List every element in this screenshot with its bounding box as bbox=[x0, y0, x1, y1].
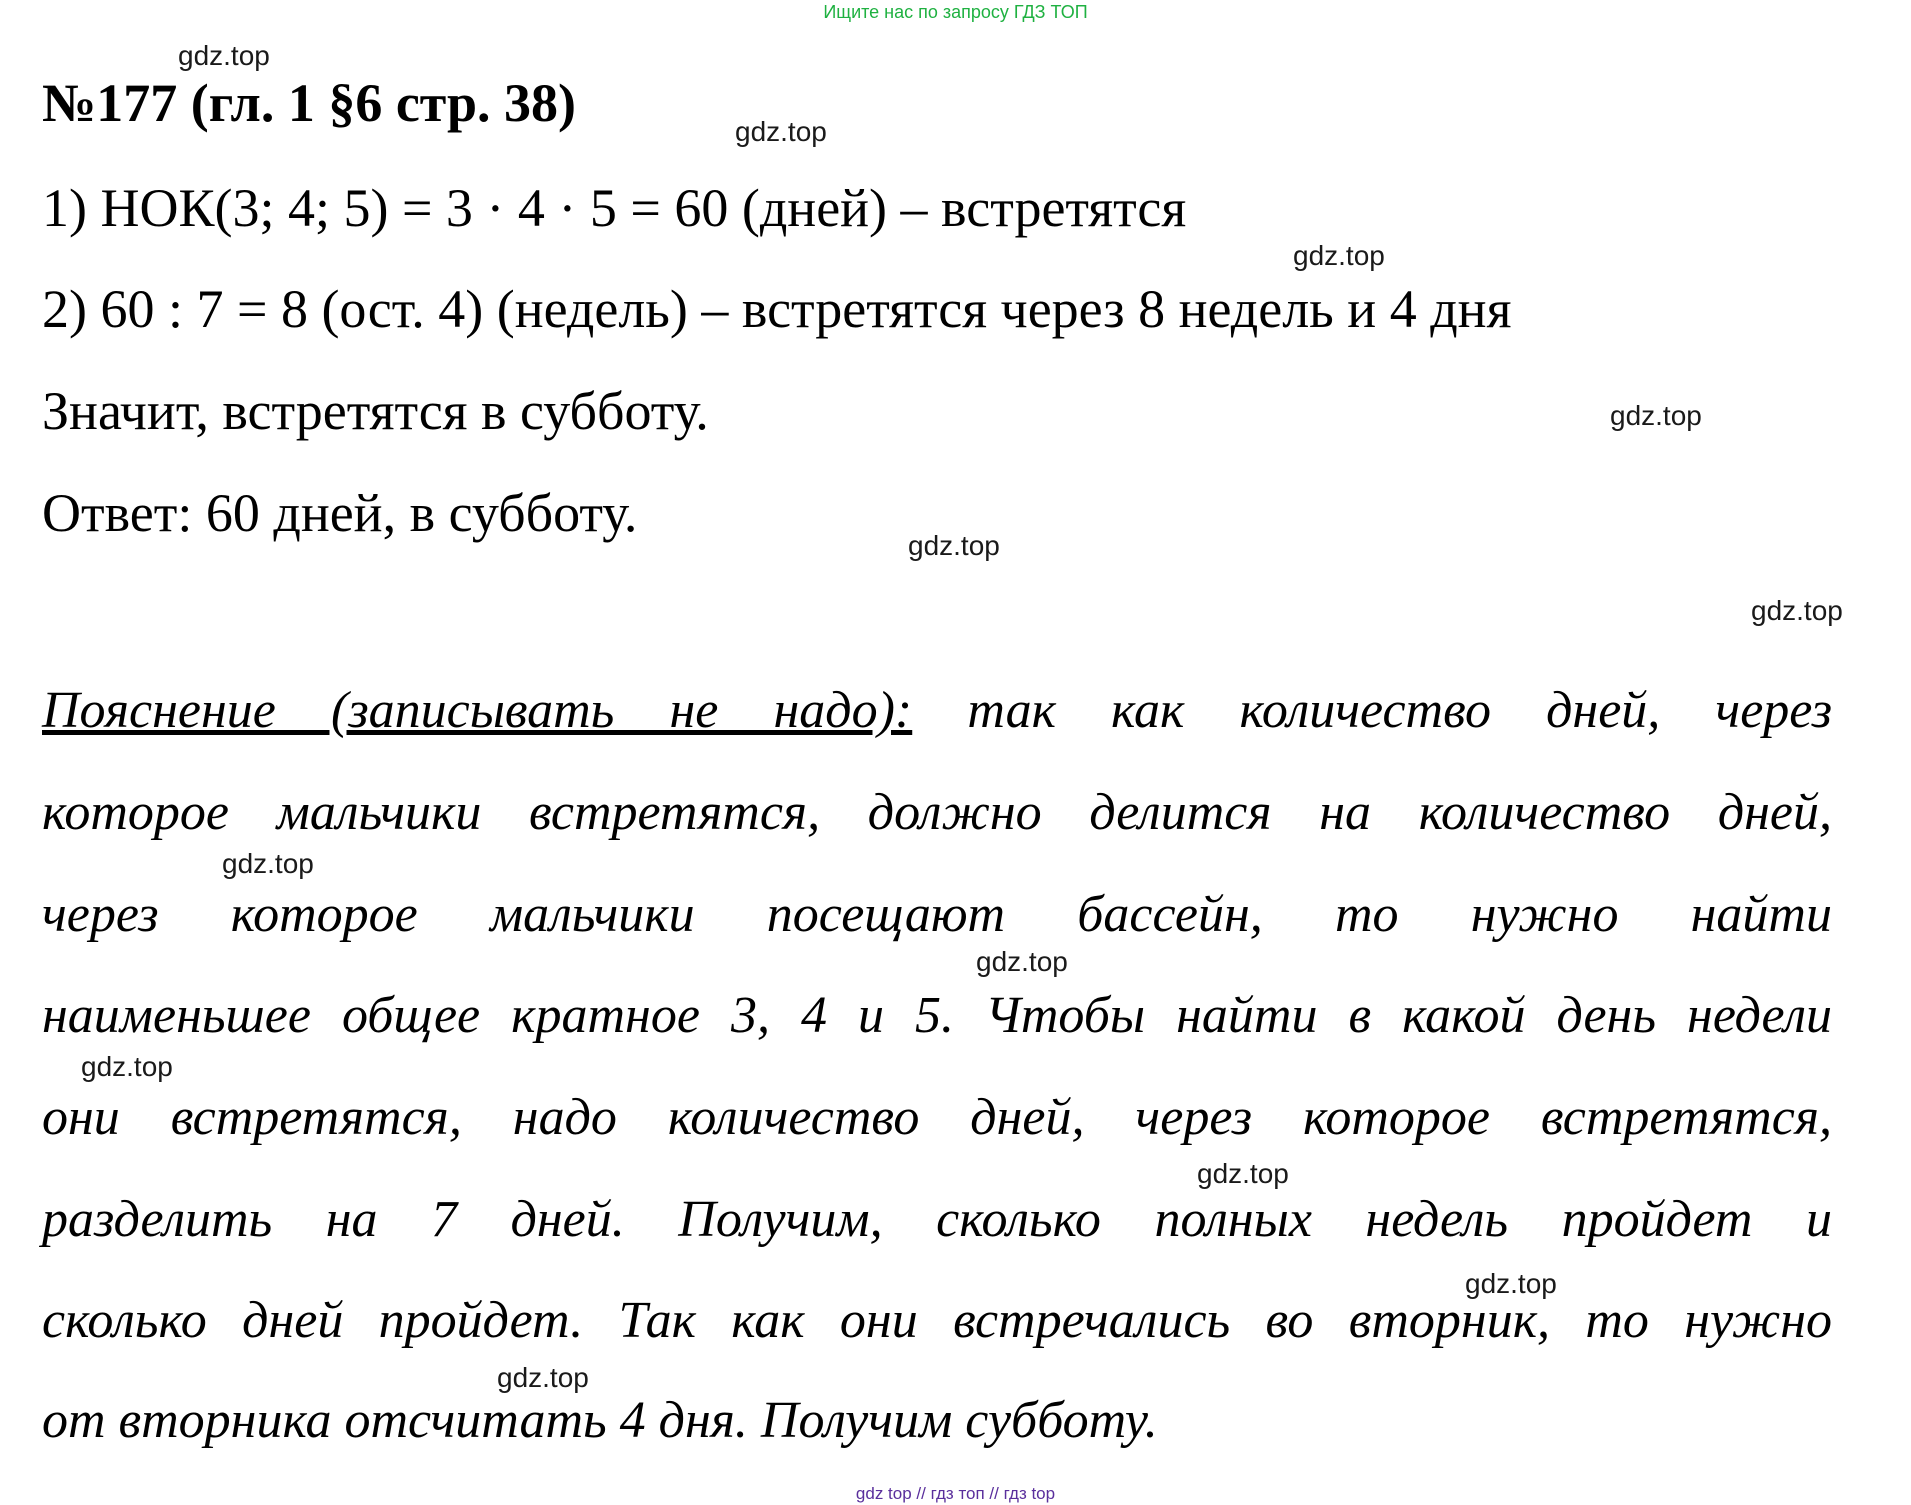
watermark: gdz.top bbox=[497, 1362, 589, 1393]
solution-step-2: 2) 60 : 7 = 8 (ост. 4) (недель) – встретятся через 8 недель и 4 дня bbox=[42, 279, 1512, 339]
explanation-line bbox=[42, 681, 1832, 740]
explanation-line: которое мальчики встретятся, должно делится на количество дней, bbox=[42, 784, 1832, 841]
explanation-text: так как количество дней, через bbox=[967, 682, 1832, 739]
solution-conclusion: Значит, встретятся в субботу. bbox=[42, 381, 709, 441]
watermark: gdz.top bbox=[976, 946, 1068, 977]
watermark: gdz.top bbox=[1465, 1268, 1557, 1299]
watermark: gdz.top bbox=[1751, 595, 1843, 626]
watermark: gdz.top bbox=[1610, 400, 1702, 431]
solution-answer: Ответ: 60 дней, в субботу. bbox=[42, 483, 638, 543]
watermark: gdz.top bbox=[81, 1051, 173, 1082]
explanation-line: разделить на 7 дней. Получим, сколько полных недель пройдет и bbox=[42, 1191, 1832, 1248]
watermark: gdz.top bbox=[735, 116, 827, 147]
explanation-line: наименьшее общее кратное 3, 4 и 5. Чтобы найти в какой день недели bbox=[42, 987, 1832, 1044]
explanation-line: от вторника отсчитать 4 дня. Получим субботу. bbox=[42, 1392, 1158, 1449]
watermark: gdz.top bbox=[222, 848, 314, 879]
bottom-banner: gdz top // гдз топ // гдз top bbox=[855, 1484, 1056, 1503]
explanation-line: они встретятся, надо количество дней, через которое встретятся, bbox=[42, 1089, 1832, 1146]
explanation-line: сколько дней пройдет. Так как они встречались во вторник, то нужно bbox=[42, 1292, 1832, 1349]
watermark: gdz.top bbox=[1293, 240, 1385, 271]
watermark: gdz.top bbox=[178, 40, 270, 71]
explanation-line: через которое мальчики посещают бассейн, то нужно найти bbox=[42, 886, 1832, 943]
explanation-label: Пояснение (записывать не надо): bbox=[42, 682, 913, 739]
watermark: gdz.top bbox=[1197, 1158, 1289, 1189]
watermark: gdz.top bbox=[908, 530, 1000, 561]
top-banner: Ищите нас по запросу ГДЗ ТОП bbox=[823, 2, 1088, 22]
solution-step-1: 1) НОК(3; 4; 5) = 3 · 4 · 5 = 60 (дней) – встретятся bbox=[42, 178, 1187, 238]
problem-title: №177 (гл. 1 §6 стр. 38) bbox=[42, 73, 576, 133]
